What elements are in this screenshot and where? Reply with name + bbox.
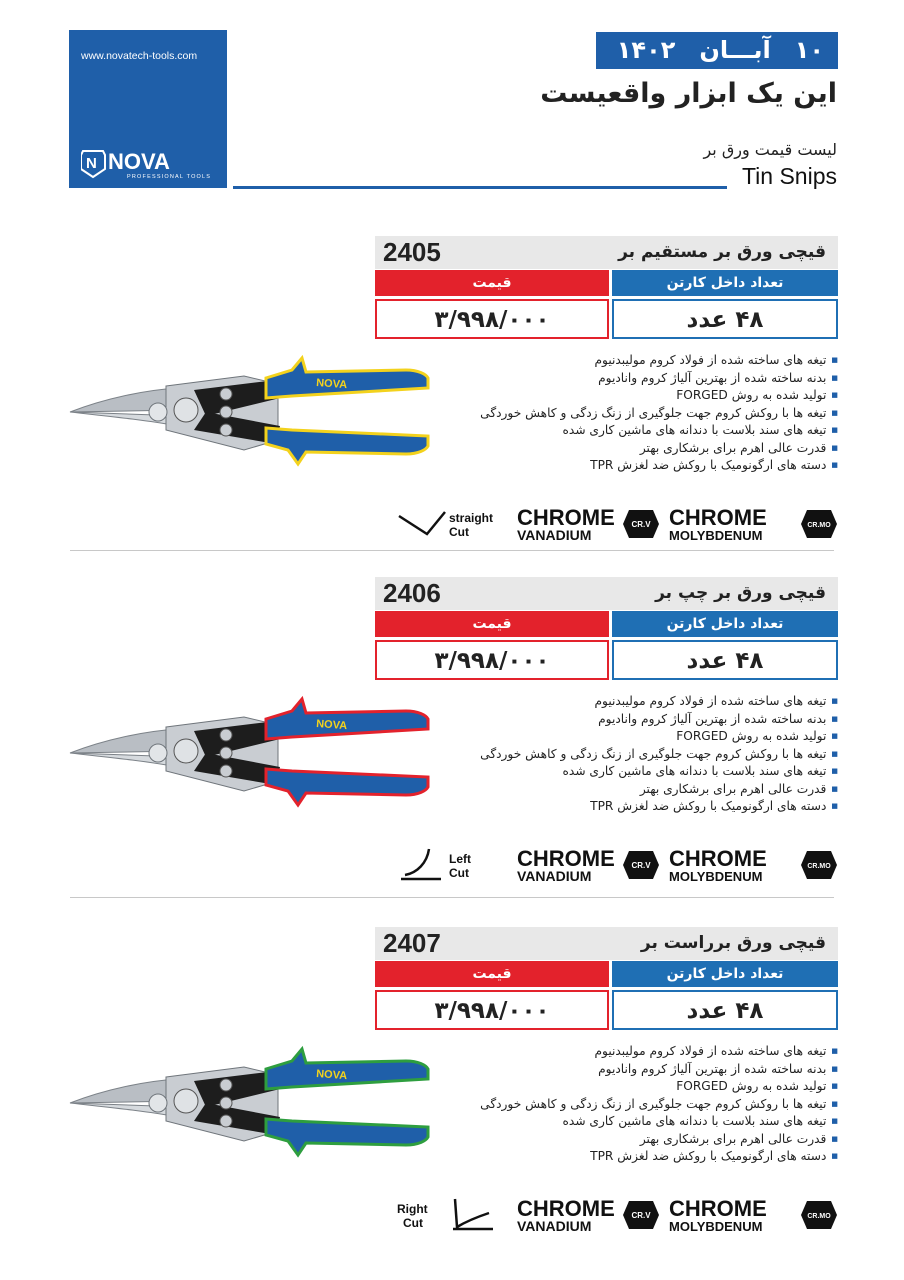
model-number: 2407	[383, 928, 441, 958]
feature-item: ■ تیغه های سند بلاست با دندانه های ماشین کاری شده	[480, 1113, 838, 1131]
crv-text: CR.V	[631, 1211, 651, 1220]
cut-label-2: Cut	[449, 866, 469, 880]
cut-label-1: straight	[449, 511, 494, 525]
vanadium-text: VANADIUM	[517, 1218, 592, 1234]
feature-item: ■ تیغه های ساخته شده از فولاد کروم مولیبدنیوم	[480, 1043, 838, 1061]
quantity-header: تعداد داخل کارتن	[612, 961, 838, 987]
feature-item: ■ تیغه ها با روکش کروم جهت جلوگیری از زنگ زدگی و کاهش خوردگی	[480, 1096, 838, 1114]
price-value: ۳/۹۹۸/۰۰۰	[375, 990, 609, 1030]
feature-item: ■ قدرت عالی اهرم برای برشکاری بهتر	[480, 1131, 838, 1149]
chrome-vanadium-badge	[517, 846, 659, 884]
cut-label-1: Left	[449, 852, 471, 866]
feature-item: ■ تیغه های سند بلاست با دندانه های ماشین کاری شده	[480, 763, 838, 781]
cut-direction-icon	[397, 1199, 493, 1230]
feature-list	[480, 1043, 838, 1166]
cut-label-1: Right	[397, 1202, 428, 1216]
price-value: ۳/۹۹۸/۰۰۰	[375, 640, 609, 680]
molybdenum-text: MOLYBDENUM	[669, 528, 763, 543]
title-underline	[233, 186, 727, 189]
feature-item: ■ تولید شده به روش FORGED	[480, 387, 838, 405]
svg-text:NOVA: NOVA	[315, 377, 348, 392]
svg-text:NOVA: NOVA	[315, 1068, 348, 1083]
feature-item: ■ بدنه ساخته شده از بهترین آلیاژ کروم وانادیوم	[480, 711, 838, 729]
crmo-text: CR.MO	[807, 863, 831, 870]
price-value: ۳/۹۹۸/۰۰۰	[375, 299, 609, 339]
feature-item: ■ تیغه ها با روکش کروم جهت جلوگیری از زنگ زدگی و کاهش خوردگی	[480, 405, 838, 423]
website-url[interactable]: www.novatech-tools.com	[81, 50, 198, 62]
tin-snips-image	[66, 354, 431, 472]
model-number: 2405	[383, 237, 441, 267]
feature-item: ■ دسته های ارگونومیک با روکش ضد لغزش TPR	[480, 798, 838, 816]
product-section-2405	[0, 236, 904, 576]
product-name: قیچی ورق بر مستقیم بر	[618, 242, 826, 262]
feature-item: ■ تیغه های سند بلاست با دندانه های ماشین کاری شده	[480, 422, 838, 440]
model-number: 2406	[383, 578, 441, 608]
brand-logo-panel	[69, 30, 227, 188]
feature-item: ■ دسته های ارگونومیک با روکش ضد لغزش TPR	[480, 1148, 838, 1166]
date-year: ۱۴۰۲	[616, 36, 676, 64]
crv-text: CR.V	[631, 520, 651, 529]
quantity-header: تعداد داخل کارتن	[612, 270, 838, 296]
chrome-text-2: CHROME	[669, 1196, 767, 1221]
date-day: ۱۰	[794, 36, 824, 64]
product-name: قیچی ورق بر چپ بر	[655, 583, 826, 603]
date-banner	[596, 32, 838, 69]
feature-item: ■ دسته های ارگونومیک با روکش ضد لغزش TPR	[480, 457, 838, 475]
svg-text:NOVA: NOVA	[315, 718, 348, 733]
feature-item: ■ تیغه های ساخته شده از فولاد کروم مولیبدنیوم	[480, 693, 838, 711]
molybdenum-text: MOLYBDENUM	[669, 869, 763, 884]
product-name-bar	[375, 927, 838, 960]
molybdenum-text: MOLYBDENUM	[669, 1219, 763, 1234]
feature-list	[480, 352, 838, 475]
price-header: قیمت	[375, 961, 609, 987]
chrome-vanadium-badge	[517, 1196, 659, 1234]
feature-item: ■ قدرت عالی اهرم برای برشکاری بهتر	[480, 440, 838, 458]
feature-item: ■ تیغه های ساخته شده از فولاد کروم مولیبدنیوم	[480, 352, 838, 370]
vanadium-text: VANADIUM	[517, 527, 592, 543]
cut-label-2: Cut	[449, 525, 469, 539]
feature-item: ■ تولید شده به روش FORGED	[480, 728, 838, 746]
feature-item: ■ تولید شده به روش FORGED	[480, 1078, 838, 1096]
nova-logo	[81, 147, 215, 179]
chrome-vanadium-badge	[517, 505, 659, 543]
material-badges	[397, 1195, 842, 1235]
brand-subtitle: PROFESSIONAL TOOLS	[127, 174, 212, 179]
product-section-2407	[0, 927, 904, 1267]
chrome-text-1: CHROME	[517, 846, 615, 871]
quantity-value: ۴۸ عدد	[612, 990, 838, 1030]
feature-item: ■ بدنه ساخته شده از بهترین آلیاژ کروم وانادیوم	[480, 370, 838, 388]
feature-item: ■ تیغه ها با روکش کروم جهت جلوگیری از زنگ زدگی و کاهش خوردگی	[480, 746, 838, 764]
product-name: قیچی ورق برراست بر	[640, 933, 826, 953]
svg-text:N: N	[86, 155, 97, 172]
english-title: Tin Snips	[741, 163, 837, 189]
product-name-bar	[375, 577, 838, 610]
price-list-title: لیست قیمت ورق بر	[703, 140, 837, 159]
chrome-text-2: CHROME	[669, 505, 767, 530]
material-badges	[397, 845, 842, 885]
crv-text: CR.V	[631, 861, 651, 870]
price-header: قیمت	[375, 611, 609, 637]
vanadium-text: VANADIUM	[517, 868, 592, 884]
quantity-header: تعداد داخل کارتن	[612, 611, 838, 637]
section-divider	[70, 897, 834, 898]
feature-item: ■ قدرت عالی اهرم برای برشکاری بهتر	[480, 781, 838, 799]
cut-direction-icon	[401, 849, 471, 880]
brand-name: NOVA	[108, 149, 170, 174]
quantity-value: ۴۸ عدد	[612, 640, 838, 680]
chrome-molybdenum-badge	[669, 505, 837, 543]
tin-snips-image	[66, 695, 431, 813]
chrome-text-1: CHROME	[517, 505, 615, 530]
product-name-bar	[375, 236, 838, 269]
feature-list	[480, 693, 838, 816]
tagline: این یک ابزار واقعیست	[540, 78, 837, 109]
chrome-text-1: CHROME	[517, 1196, 615, 1221]
price-header: قیمت	[375, 270, 609, 296]
product-section-2406	[0, 577, 904, 917]
chrome-text-2: CHROME	[669, 846, 767, 871]
chrome-molybdenum-badge	[669, 846, 837, 884]
chrome-molybdenum-badge	[669, 1196, 837, 1234]
tin-snips-image	[66, 1045, 431, 1163]
crmo-text: CR.MO	[807, 1213, 831, 1220]
cut-label-2: Cut	[403, 1216, 423, 1230]
material-badges	[397, 504, 842, 544]
section-divider	[70, 550, 834, 551]
quantity-value: ۴۸ عدد	[612, 299, 838, 339]
date-month: آبـــان	[699, 36, 771, 64]
crmo-text: CR.MO	[807, 522, 831, 529]
feature-item: ■ بدنه ساخته شده از بهترین آلیاژ کروم وانادیوم	[480, 1061, 838, 1079]
cut-direction-icon	[399, 511, 493, 539]
